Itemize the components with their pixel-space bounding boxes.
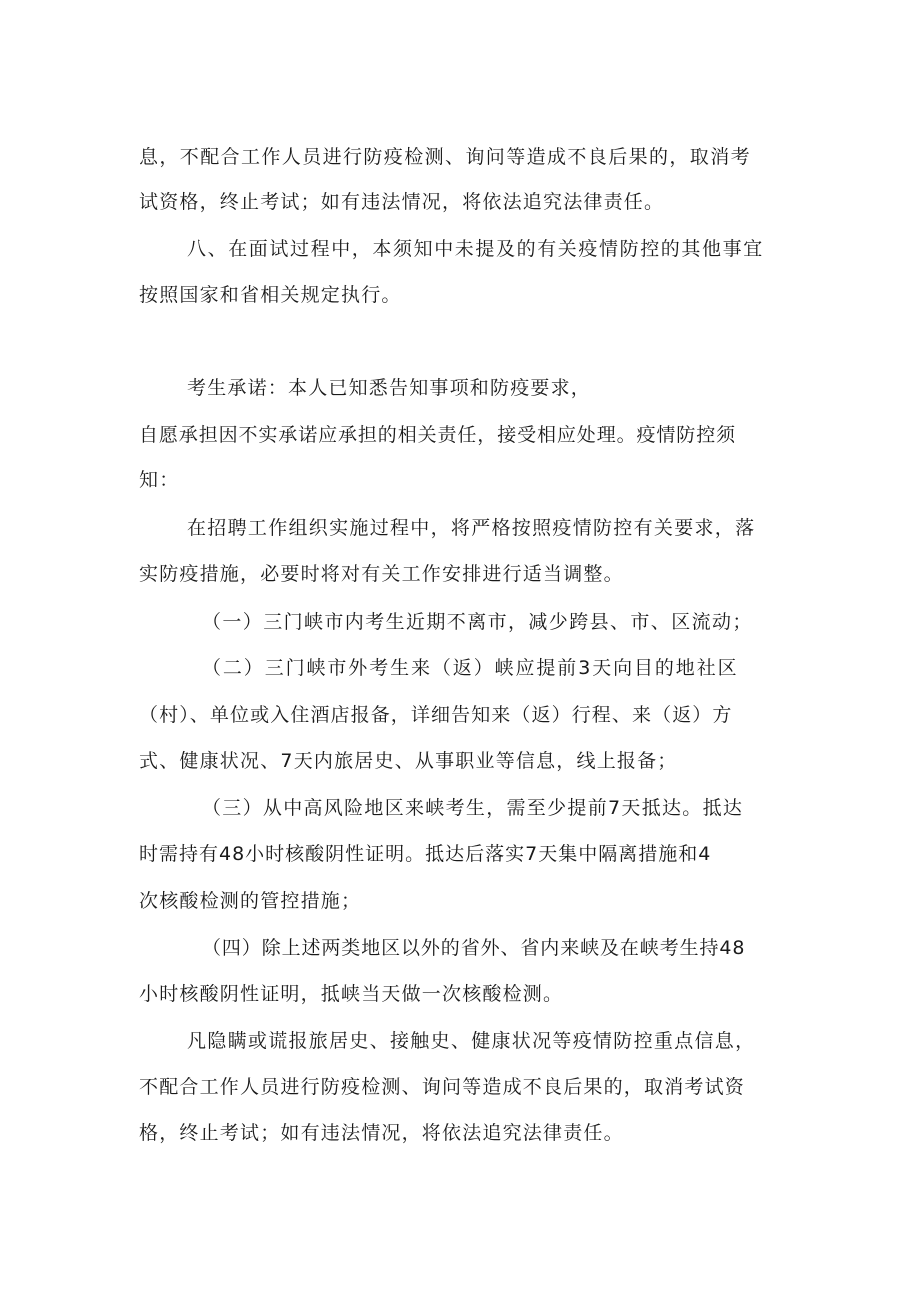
text-line: 凡隐瞒或谎报旅居史、接触史、健康状况等疫情防控重点信息，: [187, 1030, 756, 1052]
text-line: 按照国家和省相关规定执行。: [139, 284, 402, 306]
text-line: 次核酸检测的管控措施；: [139, 890, 362, 912]
text-line: （四）除上述两类地区以外的省外、省内来峡及在峡考生持48: [202, 937, 746, 959]
text-line: 不配合工作人员进行防疫检测、询问等造成不良后果的，取消考试资: [139, 1076, 746, 1098]
text-line: 知：: [139, 469, 180, 491]
text-line: 息，不配合工作人员进行防疫检测、询问等造成不良后果的，取消考: [139, 146, 752, 168]
text-line: 格，终止考试；如有违法情况，将依法追究法律责任。: [139, 1122, 624, 1144]
text-line: 在招聘工作组织实施过程中，将严格按照疫情防控有关要求，落: [187, 517, 756, 539]
text-line: 时需持有48小时核酸阴性证明。抵达后落实7天集中隔离措施和4: [139, 843, 712, 865]
text-line: （一）三门峡市内考生近期不离市，减少跨县、市、区流动；: [202, 611, 753, 633]
text-line: 考生承诺：本人已知悉告知事项和防疫要求，: [187, 377, 592, 399]
text-line: （村）、单位或入住酒店报备，详细告知来（返）行程、来（返）方: [139, 704, 733, 726]
text-line: 小时核酸阴性证明，抵峡当天做一次核酸检测。: [139, 983, 564, 1005]
text-line: 八、在面试过程中，本须知中未提及的有关疫情防控的其他事宜: [187, 238, 764, 260]
text-line: （二）三门峡市外考生来（返）峡应提前3天向目的地社区: [202, 657, 739, 679]
text-line: 试资格，终止考试；如有违法情况，将依法追究法律责任。: [139, 191, 665, 213]
text-line: 式、健康状况、7天内旅居史、从事职业等信息，线上报备；: [139, 750, 678, 772]
text-line: （三）从中高风险地区来峡考生，需至少提前7天抵达。抵达: [202, 797, 744, 819]
text-line: 自愿承担因不实承诺应承担的相关责任，接受相应处理。疫情防控须: [139, 424, 737, 446]
text-line: 实防疫措施，必要时将对有关工作安排进行适当调整。: [139, 563, 624, 585]
